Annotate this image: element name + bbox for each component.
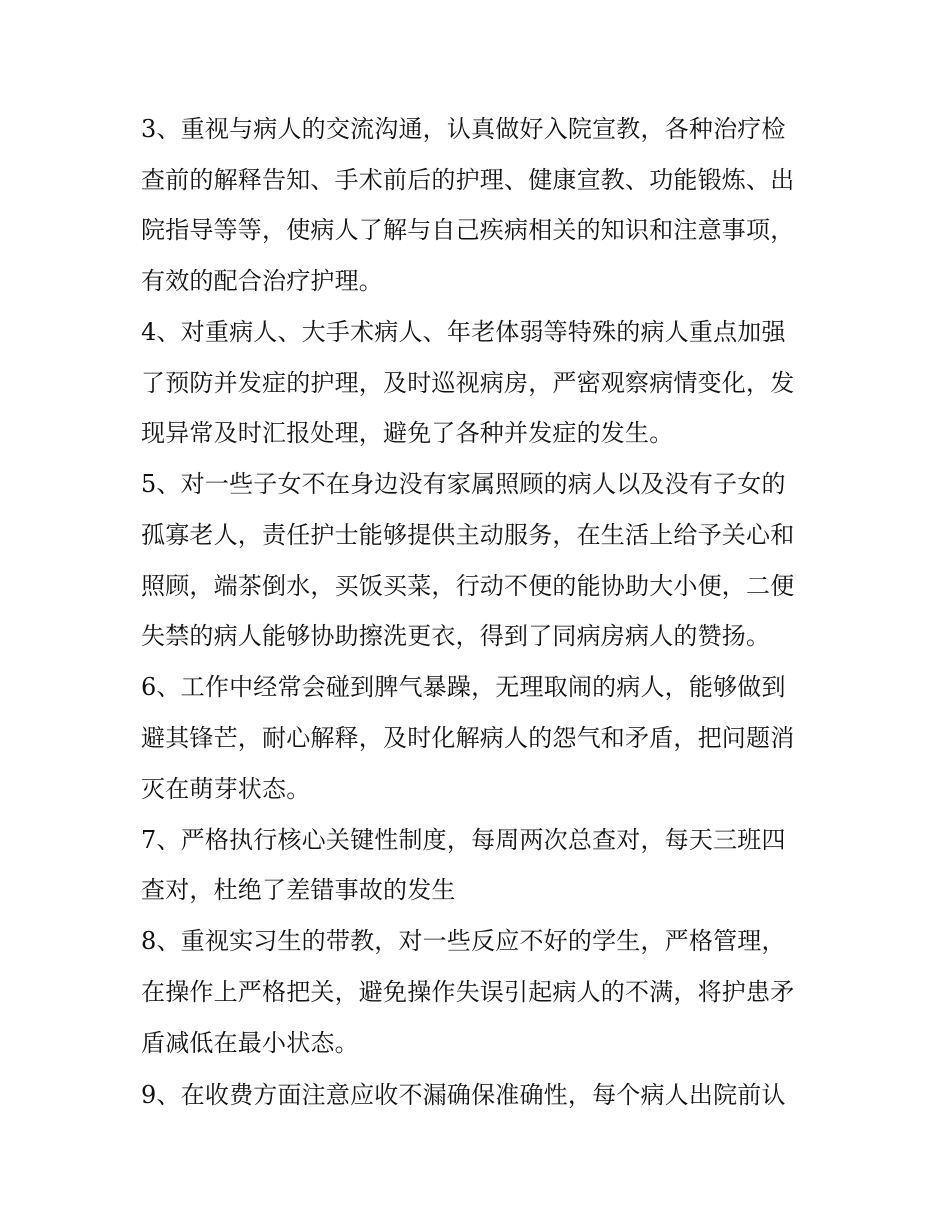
text-line: 查对，杜绝了差错事故的发生 [141, 876, 456, 904]
text-line: 照顾，端茶倒水，买饭买菜，行动不便的能协助大小便，二便 [141, 572, 795, 600]
text-line: 孤寡老人，责任护士能够提供主动服务，在生活上给予关心和 [141, 521, 795, 549]
text-line: 8、重视实习生的带教，对一些反应不好的学生，严格管理， [141, 927, 786, 955]
text-line: 失禁的病人能够协助擦洗更衣，得到了同病房病人的赞扬。 [141, 622, 771, 650]
text-line: 现异常及时汇报处理，避免了各种并发症的发生。 [141, 419, 674, 447]
text-line: 在操作上严格把关，避免操作失误引起病人的不满，将护患矛 [141, 978, 795, 1006]
text-line: 院指导等等，使病人了解与自己疾病相关的知识和注意事项， [141, 216, 795, 244]
text-line: 灭在萌芽状态。 [141, 775, 311, 803]
text-line: 9、在收费方面注意应收不漏确保准确性，每个病人出院前认 [141, 1081, 786, 1109]
text-line: 6、工作中经常会碰到脾气暴躁，无理取闹的病人，能够做到 [141, 673, 786, 701]
text-line: 避其锋芒，耐心解释，及时化解病人的怨气和矛盾，把问题消 [141, 724, 795, 752]
text-line: 4、对重病人、大手术病人、年老体弱等特殊的病人重点加强 [141, 318, 786, 346]
text-line: 有效的配合治疗护理。 [141, 267, 383, 295]
text-line: 3、重视与病人的交流沟通，认真做好入院宣教，各种治疗检 [141, 115, 786, 143]
text-line: 查前的解释告知、手术前后的护理、健康宣教、功能锻炼、出 [141, 166, 795, 194]
text-line: 盾减低在最小状态。 [141, 1029, 359, 1057]
text-line: 5、对一些子女不在身边没有家属照顾的病人以及没有子女的 [141, 470, 786, 498]
text-line: 7、严格执行核心关键性制度，每周两次总查对，每天三班四 [141, 826, 786, 854]
text-line: 了预防并发症的护理，及时巡视病房，严密观察病情变化，发 [141, 369, 795, 397]
